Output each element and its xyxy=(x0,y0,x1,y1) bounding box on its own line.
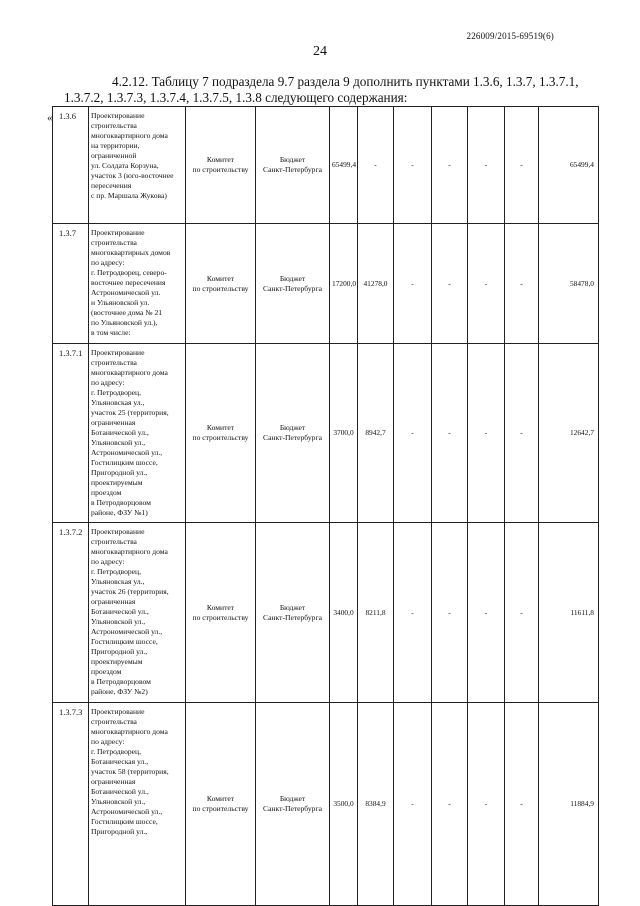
row-funding-source: Бюджет Санкт-Петербурга xyxy=(256,107,330,224)
row-number: 1.3.7.1 xyxy=(53,344,89,523)
table-row xyxy=(53,703,599,906)
row-executor: Комитет по строительству xyxy=(186,523,256,703)
row-value-year-4: - xyxy=(432,703,468,906)
row-number: 1.3.7.2 xyxy=(53,523,89,703)
row-value-year-6: - xyxy=(505,523,539,703)
row-value-year-2: 41278,0 xyxy=(358,224,394,344)
row-value-year-6: - xyxy=(505,224,539,344)
row-total: 11884,9 xyxy=(539,703,599,906)
row-description: Проектирование строительства многоквартирного дома по адресу: г. Петродворец, Ульяновская ул., участок 26 (территория, ограниченная Ботанической ул., Ульяновской ул., Астрономической ул., Гостилицким шоссе, Пригородной ул., проектируемым проездом в Петродворцовом районе, ФЗУ №2) xyxy=(89,523,186,703)
row-value-year-2: 8942,7 xyxy=(358,344,394,523)
row-value-year-5: - xyxy=(468,344,505,523)
row-total: 58478,0 xyxy=(539,224,599,344)
row-funding-source: Бюджет Санкт-Петербурга xyxy=(256,224,330,344)
row-value-year-5: - xyxy=(468,703,505,906)
row-value-year-6: - xyxy=(505,107,539,224)
row-description: Проектирование строительства многоквартирного дома по адресу: г. Петродворец, Ульяновская ул., участок 25 (территория, ограниченная Ботанической ул., Ульяновской ул., Астрономической ул., Гостилицким шоссе, Пригородной ул., проектируемым проездом в Петродворцовом районе, ФЗУ №1) xyxy=(89,344,186,523)
row-description: Проектирование строительства многоквартирного дома по адресу: г. Петродворец, Ботаническая ул., участок 58 (территория, ограниченная Ботанической ул., Ульяновской ул., Астрономической ул., Гостилицким шоссе, Пригородной ул., xyxy=(89,703,186,906)
table-row xyxy=(53,107,599,224)
row-value-year-2: 8384,9 xyxy=(358,703,394,906)
row-total: 12642,7 xyxy=(539,344,599,523)
row-value-year-4: - xyxy=(432,224,468,344)
table-row xyxy=(53,523,599,703)
opening-quote-mark: « xyxy=(47,112,53,124)
row-value-year-4: - xyxy=(432,344,468,523)
row-executor: Комитет по строительству xyxy=(186,344,256,523)
row-funding-source: Бюджет Санкт-Петербурга xyxy=(256,344,330,523)
intro-line-2: 1.3.7.2, 1.3.7.3, 1.3.7.4, 1.3.7.5, 1.3.8 следующего содержания: xyxy=(64,90,408,105)
row-value-year-5: - xyxy=(468,107,505,224)
row-value-year-3: - xyxy=(394,703,432,906)
row-description: Проектирование строительства многоквартирного дома на территории, ограниченной ул. Солдата Корзуна, участок 3 (юго-восточнее пересечения с пр. Маршала Жукова) xyxy=(89,107,186,224)
row-value-year-1: 17200,0 xyxy=(330,224,358,344)
row-value-year-1: 65499,4 xyxy=(330,107,358,224)
row-value-year-6: - xyxy=(505,703,539,906)
row-executor: Комитет по строительству xyxy=(186,107,256,224)
row-number: 1.3.6 xyxy=(53,107,89,224)
row-value-year-4: - xyxy=(432,523,468,703)
row-value-year-1: 3500,0 xyxy=(330,703,358,906)
row-funding-source: Бюджет Санкт-Петербурга xyxy=(256,703,330,906)
row-value-year-3: - xyxy=(394,344,432,523)
row-value-year-2: - xyxy=(358,107,394,224)
intro-line-1: 4.2.12. Таблицу 7 подраздела 9.7 раздела 9 дополнить пунктами 1.3.6, 1.3.7, 1.3.7.1, xyxy=(112,74,579,89)
row-value-year-4: - xyxy=(432,107,468,224)
row-total: 65499,4 xyxy=(539,107,599,224)
row-value-year-3: - xyxy=(394,107,432,224)
row-description: Проектирование строительства многоквартирных домов по адресу: г. Петродворец, северо- восточнее пересечения Астрономической ул. и Ульяновской ул. (восточнее дома № 21 по Ульяновской ул.), в том числе: xyxy=(89,224,186,344)
table-row xyxy=(53,224,599,344)
row-value-year-1: 3400,0 xyxy=(330,523,358,703)
table-row xyxy=(53,344,599,523)
document-number: 226009/2015-69519(6) xyxy=(466,31,554,41)
intro-paragraph xyxy=(64,74,604,106)
row-value-year-3: - xyxy=(394,523,432,703)
row-executor: Комитет по строительству xyxy=(186,224,256,344)
row-funding-source: Бюджет Санкт-Петербурга xyxy=(256,523,330,703)
row-value-year-1: 3700,0 xyxy=(330,344,358,523)
row-value-year-5: - xyxy=(468,523,505,703)
program-table xyxy=(52,106,599,906)
row-value-year-2: 8211,8 xyxy=(358,523,394,703)
row-number: 1.3.7.3 xyxy=(53,703,89,906)
row-executor: Комитет по строительству xyxy=(186,703,256,906)
row-total: 11611,8 xyxy=(539,523,599,703)
row-value-year-6: - xyxy=(505,344,539,523)
page-number: 24 xyxy=(313,44,327,59)
row-value-year-5: - xyxy=(468,224,505,344)
row-number: 1.3.7 xyxy=(53,224,89,344)
row-value-year-3: - xyxy=(394,224,432,344)
